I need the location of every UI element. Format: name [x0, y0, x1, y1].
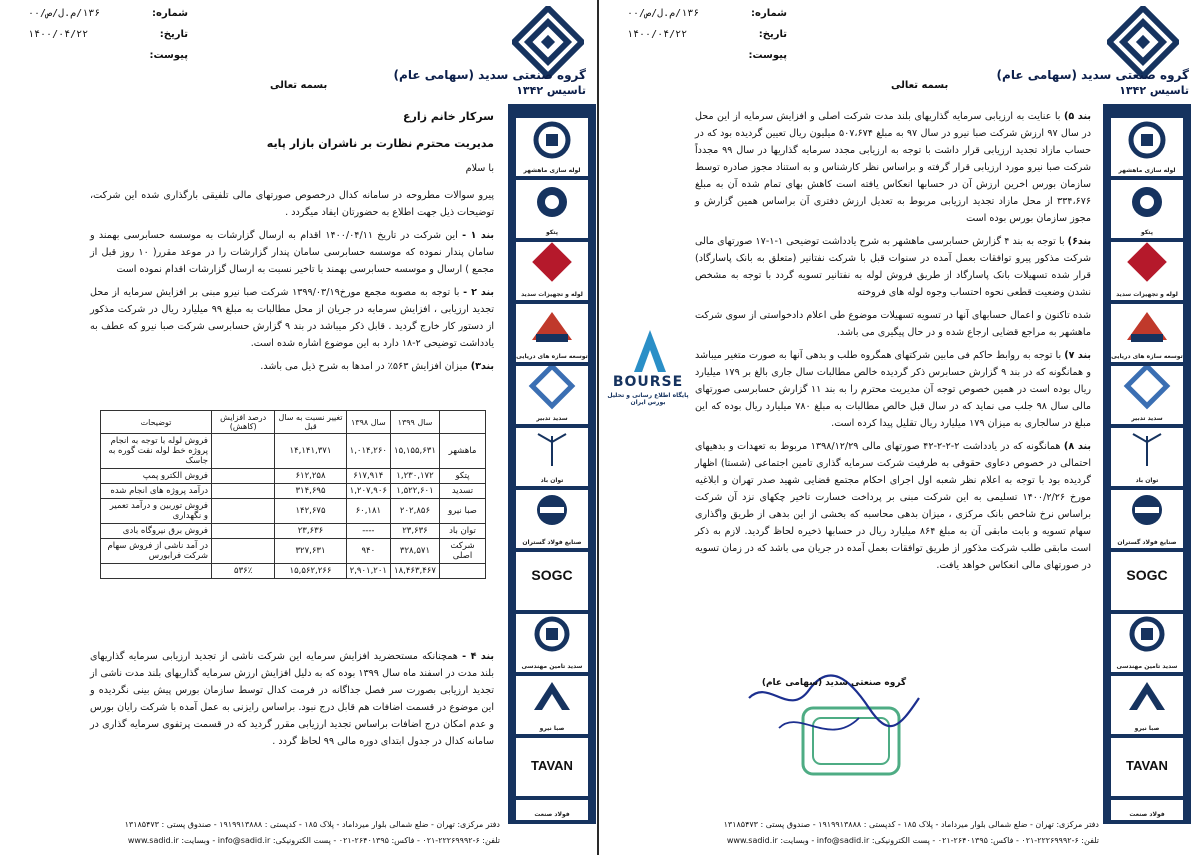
bourse-logo-icon [604, 326, 692, 376]
clause-2: بند ۲ - با توجه به مصوبه مجمع مورخ۱۳۹۹/۰۳/۱۹ شرکت صبا نیرو مبنی بر افزایش سرمایه از محل تجدید ارزیابی ، افزایش سرمایه در جریان از محل مطالبات به مبلغ ۹۹ میلیارد ریال در شرکت مذکور از دستور کار خارج گردید . قابل ذکر میباشد در بند ۹ گزارش حسابرسی شرکت صبا نیرو که عطف به یادداشت توضیحی ۲-۱۸ دارد به این موضوع اشاره شده است. [90, 287, 494, 349]
table-total-row: ۱۸,۴۶۳,۴۶۷ ۲,۹۰۱,۲۰۱ ۱۵,۵۶۲,۲۶۶ ۵۳۶٪ [101, 564, 486, 579]
company-name: گروه صنعتی سدید (سهامی عام) تاسیس ۱۳۴۲ [393, 68, 586, 97]
company-name: گروه صنعتی سدید (سهامی عام) تاسیس ۱۳۴۲ [996, 68, 1189, 97]
subsidiary-logo-saba-niroo: صبا نیرو [1111, 676, 1183, 734]
table-row: تسدید ۱,۵۲۲,۶۰۱ ۱,۲۰۷,۹۰۶ ۳۱۴,۶۹۵ درآمد پروژه های انجام شده [101, 484, 486, 499]
letter-body-left [90, 108, 494, 381]
subsidiary-band [508, 104, 596, 824]
clause-4: بند ۴ - همچنانکه مستحضرید افزایش سرمایه این شرکت ناشی از تجدید ارزیابی سرمایه گذاریهای بلند مدت در اسفند ماه سال ۱۳۹۹ بوده که به دلیل افزایش ارزش سرمایه گذاریهای بلند مدت ناشی از تجدید ارزیابی بصورت سر فصل جداگانه در فرمت کدال توسط سازمان بورس پیش بینی نگردیده و این موضوع در قسمت اضافات هم قابل درج نبود. براساس رایزنی به عمل آمده با شرکت رایان بورس و عدم امکان درج اضافات براساس تجدید ارزیابی مقرر گردید که در قسمت پرتفوی سرمایه گذاری در سامانه کدال در جدول ابتدای دوره مالی ۹۹ لحاظ گردد . [90, 651, 494, 747]
subsidiary-logo-sogc [516, 552, 588, 610]
subsidiary-logo-mahshahr: لوله سازی ماهشهر [1111, 118, 1183, 176]
attach-label: پیوست: [748, 50, 787, 61]
table-row: پتکو ۱,۲۳۰,۱۷۲ ۶۱۷,۹۱۴ ۶۱۲,۲۵۸ فروش الکترو پمپ [101, 469, 486, 484]
subsidiary-logo-foolad-gostaran: صنایع فولاد گستران [516, 490, 588, 548]
table-header-cell: توضیحات [101, 411, 212, 434]
subsidiary-logo-tavan-bad: توان باد [1111, 428, 1183, 486]
clause-3: بند۳) میزان افزایش ۵۶۳٪ در امدها به شرح ذیل می باشد. [260, 361, 494, 372]
subsidiary-logo-tamin-mohandesi: سدید تامین مهندسی [1111, 614, 1183, 672]
subsidiary-logo-foolad-gostaran: صنایع فولاد گستران [1111, 490, 1183, 548]
subsidiary-logo-tasdid: توسعه سازه های دریایی [1111, 304, 1183, 362]
subsidiary-logo-sadid-tadbir: سدید تدبیر [1111, 366, 1183, 424]
ref-label: شماره: [152, 8, 188, 19]
subsidiary-logo-tavan [516, 738, 588, 796]
subsidiary-band [1103, 104, 1191, 824]
bismillah: بسمه تعالی [891, 80, 949, 91]
subsidiary-logo-foolad-sanat: فولاد صنعت [1111, 800, 1183, 820]
subsidiary-logo-sadid-tadbir: سدید تدبیر [516, 366, 588, 424]
subsidiary-logo-petco: پتکو [1111, 180, 1183, 238]
clause-5: بند ۵) با عنایت به ارزیابی سرمایه گذاریهای بلند مدت شرکت اصلی و افزایش سرمایه از این محل در سال ۹۷ ارزش شرکت صبا نیرو در سال ۹۷ به مبلغ ۵۰۷،۶۷۴ میلیون ریال تعیین گردیده بود که در حساب مازاد تجدید ارزیابی قرار داشت با توجه به ارزیابی مجدد سرمایه گذاریها در سال ۹۹ مجدداً شرکت صبا نیرو مورد ارزیابی قرار گرفته و براساس نظر کارشناس و به استناد مجوز صادره توسط سازمان بورس اخرین ارزش آن در حسابها انعکاس یافته است کاهش بهای تمام شده آن به مبلغ ۳۳۴،۶۷۶ از محل مازاد تجدید ارزیابی مربوط به تعدیل ارزش دفتری آن براساس همین گزارش و مجوز سازمان بورس بوده است [695, 111, 1092, 224]
date-value: ۱۴۰۰/۰۴/۲۲ [627, 29, 688, 40]
subsidiary-logo-saba-niroo: صبا نیرو [516, 676, 588, 734]
subsidiary-logo-sadid-pipe: لوله و تجهیزات سدید [1111, 242, 1183, 300]
table-header-cell: سال ۱۳۹۹ [391, 411, 440, 434]
footer-contacts: تلفن: ۶-۲۲۲۶۹۹۹۲-۰۲۱ - فاکس: ۲۶۴۰۱۳۹۵-۰۲۱ - پست الکترونیکی: info@sadid.ir - وبسایت: www.sadid.ir [726, 836, 1099, 845]
table-row: توان باد ۲۳,۶۳۶ ---- ۲۳,۶۳۶ فروش برق نیروگاه بادی [101, 524, 486, 539]
table-row: شرکت اصلی ۳۲۸,۵۷۱ ۹۴۰ ۳۲۷,۶۳۱ در آمد ناشی از فروش سهام شرکت فرابورس [101, 539, 486, 564]
letter-page-1 [0, 0, 598, 855]
established-year: تاسیس ۱۳۴۲ [516, 84, 586, 97]
letter-body-right [695, 108, 1091, 580]
subsidiary-logo-sogc [1111, 552, 1183, 610]
letter-footer [689, 817, 1099, 849]
ref-label: شماره: [751, 8, 787, 19]
ref-value: ۱۳۶/م.ل/ص/۰۰ [28, 8, 101, 19]
ref-value: ۱۳۶/م.ل/ص/۰۰ [627, 8, 700, 19]
subsidiary-logo-tasdid: توسعه سازه های دریایی [516, 304, 588, 362]
subsidiary-logo-foolad-sanat: فولاد صنعت [516, 800, 588, 820]
subsidiary-logo-tavan [1111, 738, 1183, 796]
svg-text:SOGC: SOGC [531, 567, 573, 583]
revenue-table [100, 410, 486, 579]
table-row: ماهشهر ۱۵,۱۵۵,۶۳۱ ۱,۰۱۴,۲۶۰ ۱۴,۱۴۱,۳۷۱ فروش لوله با توجه به انجام پروژه خط لوله نفت گوره به جاسک [101, 434, 486, 469]
clause-6-continued: شده تاکنون و اعمال حسابهای آنها در تسویه تسهیلات موضوع طی اعلام دادخواستی از سوی شرکت ماهشهر به مراجع قضایی ارجاع شده و در حال پیگیری می باشد. [695, 310, 1091, 338]
table-header-row [101, 411, 486, 434]
subsidiary-logo-sadid-pipe: لوله و تجهیزات سدید [516, 242, 588, 300]
clause-8: بند ۸) همانگونه که در یادداشت ۲-۲-۲-۴۲ صورتهای مالی ۱۳۹۸/۱۲/۲۹ مربوط به تعهدات و بدهیهای احتمالی در خصوص دعاوی حقوقی به طرفیت شرکت سرمایه گذاری تامین اجتماعی (شستا) اظهار گردیده بود با توجه به اعلام نظر شعبه اول اجرای احکام مجتمع قضایی شهید صدر تهران و ابلاغیه مورخ ۱۴۰۰/۲/۲۶ تسلیمی به این شرکت مبنی بر پرداخت خسارت تاخیر چکهای نزد آن شرکت براساس نرخ شاخص بانک مرکزی ، میزان بدهی محاسبه که بخشی از این بدهی از طریق واگذاری سهام تسویه و بابت مابقی آن به مبلغ ۸۶۴ میلیارد ریال در حسابها ذخیره لحاظ گردید. لازم به ذکر است مابقی طلب شرکت مذکور از طریق توافقات بعمل آمده در جریان می باشد که در زمان تسویه در صورتهای مالی انعکاس خواهد یافت. [695, 441, 1092, 571]
table-header-cell: تغییر نسبت به سال قبل [275, 411, 346, 434]
salutation: سرکار خانم زارع [403, 110, 494, 123]
table-header-cell: سال ۱۳۹۸ [346, 411, 390, 434]
subsidiary-logo-mahshahr: لوله سازی ماهشهر [516, 118, 588, 176]
subsidiary-logo-petco: پتکو [516, 180, 588, 238]
date-label: تاریخ: [758, 29, 787, 40]
clause-7: بند ۷) با توجه به روابط حاکم فی مابین شرکتهای همگروه طلب و بدهی آنها به صورت متغیر میباشد و همانگونه که در بند ۹ گزارش حسابرس ذکر گردیده خالص مطالبات سال جاری بالغ بر ۱۷۹ میلیارد ریال بوده است در همین خصوص توجه آن مدیریت محترم را به بند ۱۱ گزارش حسابرسی صورتهای مالی سال ۹۸ جلب می نماید که در سال قبل خالص مطالبات به مبلغ ۷۸۰ میلیارد ریال بوده که این مبلغ در سالجاری به میزان ۱۷۹ میلیارد ریال تقلیل پیدا کرده است. [695, 350, 1092, 429]
recipient-position: مدیریت محترم نظارت بر ناشران بازار پایه [266, 137, 494, 150]
subsidiary-logo-tavan-bad: توان باد [516, 428, 588, 486]
table-row: صبا نیرو ۲۰۲,۸۵۶ ۶۰,۱۸۱ ۱۴۲,۶۷۵ فروش توربین و درآمد تعمیر و نگهداری [101, 499, 486, 524]
date-label: تاریخ: [159, 29, 188, 40]
signature-company-text: گروه صنعتی سدید (سهامی عام) [761, 678, 907, 688]
signature-block [739, 668, 929, 778]
subsidiary-logo-tamin-mohandesi: سدید تامین مهندسی [516, 614, 588, 672]
clause-6: بند۶) با توجه به بند ۴ گزارش حسابرسی ماهشهر به شرح یادداشت توضیحی ۱-۱-۱۷ صورتهای مالی شرکت مذکور پیرو توافقات بعمل آمده در سنوات قبل با شرکت نفتانیر (متعلق به بانک پاسارگاد) قرار شده تسهیلات بانک پاسارگاد از طریق فروش لوله به نفتانیر تسویه گردد با توجه به مشخص نشدن وضعیت قطعی نحوه احتساب وجوه لوله های فروخته [695, 236, 1091, 298]
clause-1: بند ۱ - این شرکت در تاریخ ۱۴۰۰/۰۴/۱۱ اقدام به ارسال گزارشات به موسسه حسابرسی بهمند و سامان پندار نموده که موسسه حسابرسی سامان پندار گزارشات را در موعد مقرر( ۱۰ روز قبل از مجمع ) ارسال و موسسه حسابرسی بهمند با تاخیر نسبت به ارسال گزارشات اقدام نموده است [90, 230, 494, 275]
bourse-watermark [604, 326, 692, 430]
svg-text:TAVAN: TAVAN [1126, 758, 1168, 773]
table-header-cell: درصد افزایش (کاهش) [212, 411, 275, 434]
intro-paragraph: پیرو سوالات مطروحه در سامانه کدال درخصوص صورتهای مالی تلفیقی بارگذاری شده این شرکت، توضیحات ذیل جهت اطلاع به حضورتان ایفاد میگردد . [90, 190, 494, 218]
svg-text:SOGC: SOGC [1126, 567, 1168, 583]
established-year: تاسیس ۱۳۴۲ [1119, 84, 1189, 97]
letter-reference-block-2 [627, 8, 787, 71]
footer-address: دفتر مرکزی: تهران - ضلع شمالی بلوار میرداماد - پلاک ۱۸۵ - کدپستی : ۱۹۱۹۹۱۳۸۸۸ - صندوق پستی : ۱۳۱۸۵۴۷۳ [723, 820, 1099, 829]
attach-label: پیوست: [149, 50, 188, 61]
table-header-cell [439, 411, 485, 434]
letter-body-left-bottom [90, 648, 494, 756]
footer-address: دفتر مرکزی: تهران - ضلع شمالی بلوار میرداماد - پلاک ۱۸۵ - کدپستی : ۱۹۱۹۹۱۳۸۸۸ - صندوق پستی : ۱۳۱۸۵۴۷۳ [124, 820, 500, 829]
bismillah: بسمه تعالی [270, 80, 328, 91]
date-value: ۱۴۰۰/۰۴/۲۲ [28, 29, 89, 40]
letter-footer [90, 817, 500, 849]
footer-contacts: تلفن: ۶-۲۲۲۶۹۹۹۲-۰۲۱ - فاکس: ۲۶۴۰۱۳۹۵-۰۲۱ - پست الکترونیکی: info@sadid.ir - وبسایت: www.sadid.ir [127, 836, 500, 845]
svg-text:TAVAN: TAVAN [531, 758, 573, 773]
bourse-tagline: پایگاه اطلاع رسانی و تحلیل بورس ایران [607, 392, 689, 406]
letter-reference-block [28, 8, 188, 71]
greeting: با سلام [465, 163, 494, 174]
bourse-brand: BOURSE [612, 374, 684, 390]
